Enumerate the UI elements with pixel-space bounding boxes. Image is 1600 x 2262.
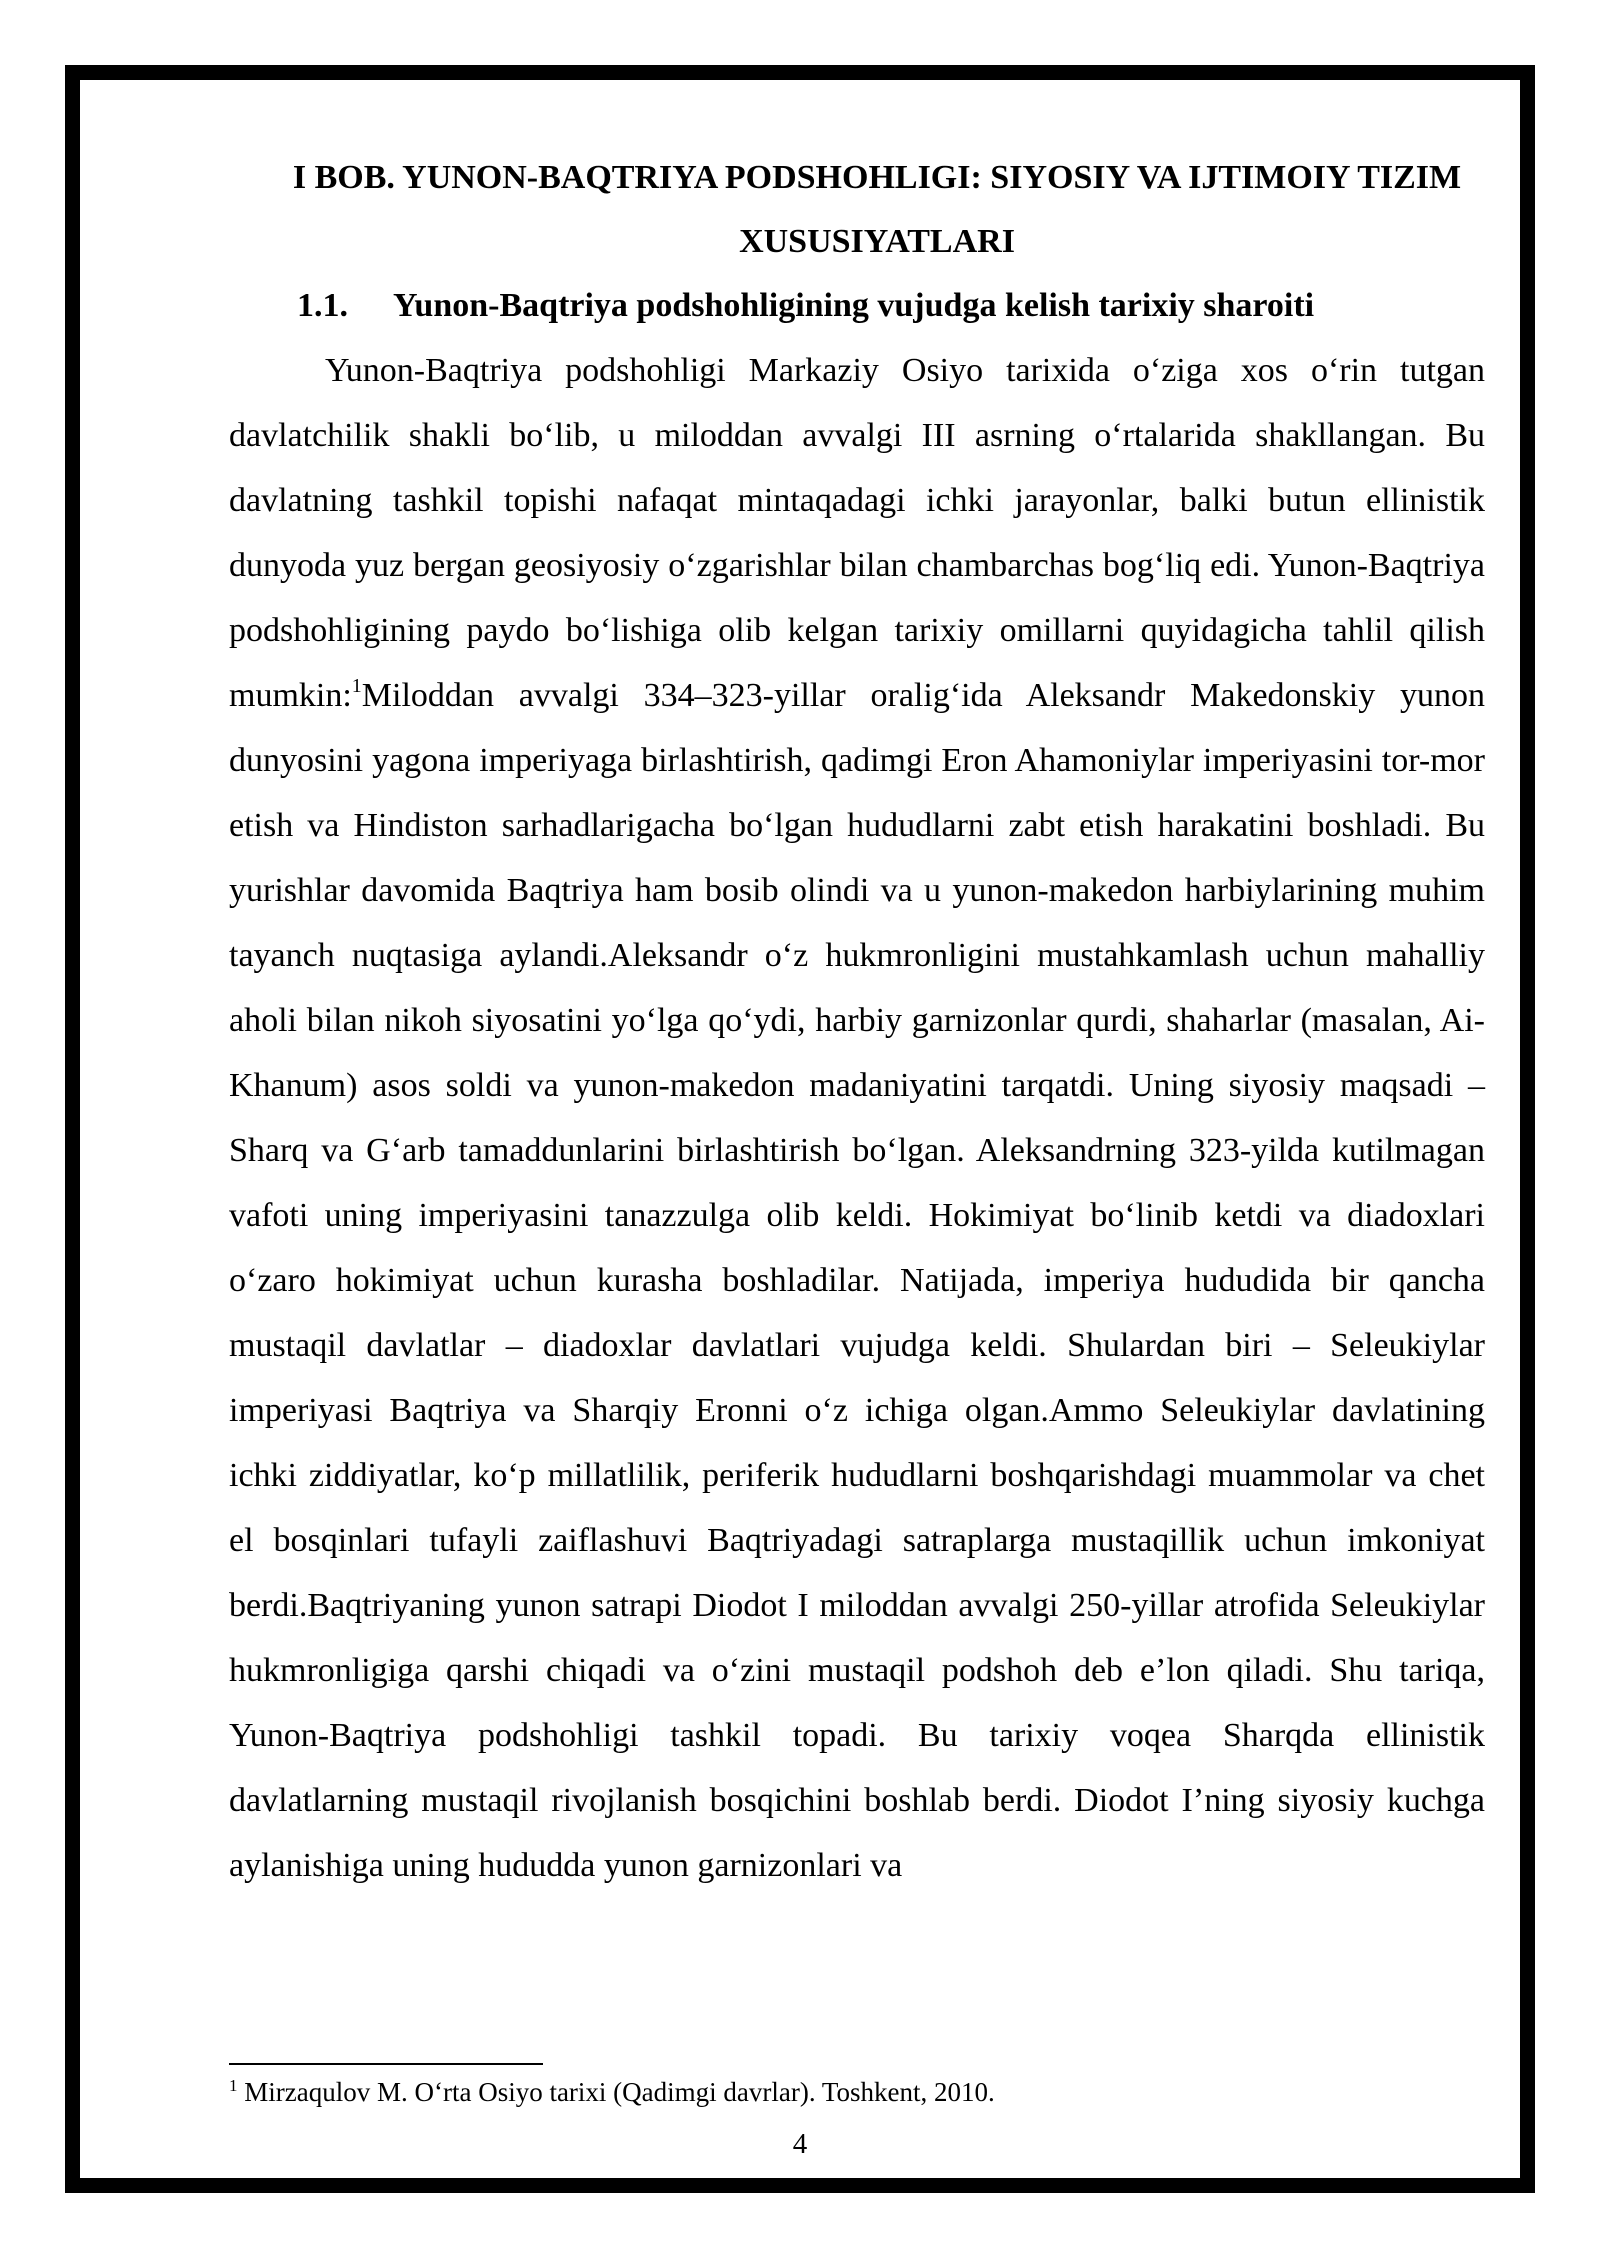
body-text-part-2: Miloddan avvalgi 334–323-yillar oralig‘ida Aleksandr Makedonskiy yunon dunyosini yagona imperiyaga birlashtirish, qadimgi Eron Ahamoniylar imperiyasini tor-mor etish va Hindiston sarhadlarigacha bo‘lgan hududlarni zabt etish harakatini boshladi. Bu yurishlar davomida Baqtriya ham bosib olindi va u yunon-makedon harbiylarining muhim tayanch nuqtasiga aylandi.Aleksandr o‘z hukmronligini mustahkamlash uchun mahalliy aholi bilan nikoh siyosatini yo‘lga qo‘ydi, harbiy garnizonlar qurdi, shaharlar (masalan, Ai-Khanum) asos soldi va yunon-makedon madaniyatini tarqatdi. Uning siyosiy maqsadi – Sharq va G‘arb tamaddunlarini birlashtirish bo‘lgan. Aleksandrning 323-yilda kutilmagan vafoti uning imperiyasini tanazzulga olib keldi. Hokimiyat bo‘linib ketdi va diadoxlari o‘zaro hokimiyat uchun kurasha boshladilar. Natijada, imperiya hududida bir qancha mustaqil davlatlar – diadoxlar davlatlari vujudga keldi. Shulardan biri – Seleukiylar imperiyasi Baqtriya va Sharqiy Eronni o‘z ichiga olgan.Ammo Seleukiylar davlatining ichki ziddiyatlar, ko‘p millatlilik, periferik hududlarni boshqarishdagi muammolar va chet el bosqinlari tufayli zaiflashuvi Baqtriyadagi satraplarga mustaqillik uchun imkoniyat berdi.Baqtriyaning yunon satrapi Diodot I miloddan avvalgi 250-yillar atrofida Seleukiylar hukmronligiga qarshi chiqadi va o‘zini mustaqil podshoh deb e’lon qiladi. Shu tariqa, Yunon-Baqtriya podshohligi tashkil topadi. Bu tarixiy voqea Sharqda ellinistik davlatlarning mustaqil rivojlanish bosqichini boshlab berdi. Diodot I’ning siyosiy kuchga aylanishiga uning hududda yunon garnizonlari va bbox=[229, 677, 1485, 1884]
page-content bbox=[229, 146, 1485, 1898]
body-paragraph bbox=[229, 338, 1485, 1898]
section-title: Yunon-Baqtriya podshohligining vujudga kelish tarixiy sharoiti bbox=[393, 287, 1315, 324]
section-number: 1.1. bbox=[297, 287, 348, 324]
footnote-reference[interactable]: 1 bbox=[351, 675, 362, 697]
section-heading bbox=[229, 274, 1485, 338]
body-text-part-1: Yunon-Baqtriya podshohligi Markaziy Osiyo tarixida o‘ziga xos o‘rin tutgan davlatchilik shakli bo‘lib, u miloddan avvalgi III asrning o‘rtalarida shakllangan. Bu davlatning tashkil topishi nafaqat mintaqadagi ichki jarayonlar, balki butun ellinistik dunyoda yuz bergan geosiyosiy o‘zgarishlar bilan chambarchas bog‘liq edi. Yunon-Baqtriya podshohligining paydo bo‘lishiga olib kelgan tarixiy omillarni quyidagicha tahlil qilish mumkin: bbox=[229, 352, 1485, 714]
footnote-separator bbox=[229, 2063, 543, 2065]
footnote-number: 1 bbox=[229, 2076, 238, 2095]
footnote-text: Mirzaqulov M. O‘rta Osiyo tarixi (Qadimgi davrlar). Toshkent, 2010. bbox=[237, 2077, 995, 2107]
footnote bbox=[229, 2074, 995, 2110]
chapter-title: I BOB. YUNON-BAQTRIYA PODSHOHLIGI: SIYOSIY VA IJTIMOIY TIZIM XUSUSIYATLARI bbox=[292, 159, 1462, 260]
page-number: 4 bbox=[792, 2128, 808, 2160]
